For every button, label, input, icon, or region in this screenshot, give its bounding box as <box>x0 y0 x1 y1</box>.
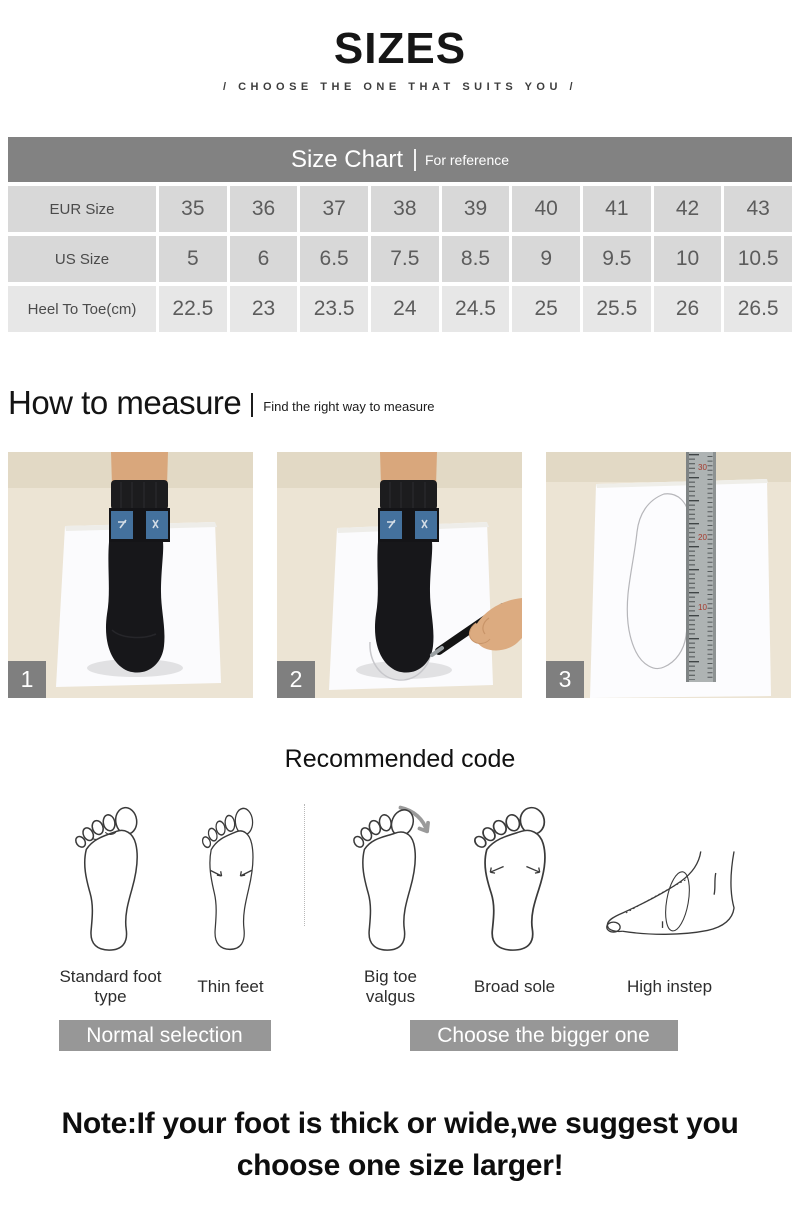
table-cell: 38 <box>371 186 439 232</box>
size-note-line2: choose one size larger! <box>236 1148 564 1182</box>
ruler-number-30: 30 <box>698 463 707 473</box>
how-to-measure-subtitle: Find the right way to measure <box>263 398 435 414</box>
size-note <box>0 1103 800 1186</box>
table-cell: 9 <box>512 236 580 282</box>
step-number-badge: 1 <box>8 661 46 698</box>
group-choose-bigger <box>339 800 749 1051</box>
table-cell: 26.5 <box>724 286 792 332</box>
big-toe-valgus-icon <box>339 800 443 952</box>
dotted-divider <box>304 804 305 926</box>
step-photo-1 <box>8 452 253 698</box>
row-label: US Size <box>8 236 156 282</box>
table-cell: 7.5 <box>371 236 439 282</box>
group-normal-selection <box>52 800 278 1051</box>
foot-type-label: Big toe valgus <box>364 966 417 1007</box>
size-chart-header <box>8 137 792 182</box>
table-row-us <box>8 236 792 282</box>
divider <box>414 149 416 171</box>
table-cell: 37 <box>300 186 368 232</box>
choose-bigger-button: Choose the bigger one <box>410 1020 678 1051</box>
table-cell: 36 <box>230 186 298 232</box>
table-cell: 10 <box>654 236 722 282</box>
table-cell: 25 <box>512 286 580 332</box>
foot-type-thin <box>184 800 278 1008</box>
table-cell: 24.5 <box>442 286 510 332</box>
table-cell: 43 <box>724 186 792 232</box>
table-cell: 25.5 <box>583 286 651 332</box>
table-cell: 10.5 <box>724 236 792 282</box>
foot-type-high-instep <box>591 844 749 1008</box>
table-cell: 23 <box>230 286 298 332</box>
table-cell: 40 <box>512 186 580 232</box>
size-chart-note: For reference <box>425 151 510 168</box>
foot-type-broad <box>459 800 571 1008</box>
step-photo-2 <box>277 452 522 698</box>
thin-foot-icon <box>184 800 278 952</box>
table-cell: 24 <box>371 286 439 332</box>
size-chart-title: Size Chart <box>290 145 403 173</box>
table-cell: 42 <box>654 186 722 232</box>
high-instep-icon <box>591 844 749 952</box>
table-cell: 8.5 <box>442 236 510 282</box>
foot-type-valgus <box>339 800 443 1008</box>
row-label: EUR Size <box>8 186 156 232</box>
recommended-title: Recommended code <box>284 745 516 774</box>
size-chart <box>8 137 792 332</box>
table-cell: 23.5 <box>300 286 368 332</box>
ruler-number-10: 10 <box>698 603 707 613</box>
how-to-measure-header <box>8 384 792 422</box>
page-title: SIZES <box>333 24 467 73</box>
foot-type-label: Thin feet <box>197 976 264 996</box>
table-cell: 39 <box>442 186 510 232</box>
step-number-badge: 2 <box>277 661 315 698</box>
table-cell: 22.5 <box>159 286 227 332</box>
foot-type-label: Broad sole <box>473 976 556 996</box>
broad-sole-icon <box>459 800 571 952</box>
row-label: Heel To Toe(cm) <box>8 286 156 332</box>
page-subtitle: / CHOOSE THE ONE THAT SUITS YOU / <box>222 81 578 94</box>
table-cell: 26 <box>654 286 722 332</box>
size-note-line1: Note:If your foot is thick or wide,we suggest you <box>61 1107 739 1141</box>
divider <box>251 393 253 417</box>
table-cell: 35 <box>159 186 227 232</box>
ruler-number-20: 20 <box>698 533 707 543</box>
normal-selection-button: Normal selection <box>59 1020 271 1051</box>
page-header <box>0 0 800 93</box>
foot-type-label: Standard foot type <box>59 966 162 1007</box>
table-row-eur <box>8 186 792 232</box>
foot-type-label: High instep <box>626 976 713 996</box>
table-cell: 5 <box>159 236 227 282</box>
recommendation-groups <box>0 800 800 1051</box>
table-cell: 41 <box>583 186 651 232</box>
table-cell: 6 <box>230 236 298 282</box>
table-cell: 6.5 <box>300 236 368 282</box>
table-cell: 9.5 <box>583 236 651 282</box>
foot-type-standard <box>52 800 170 1008</box>
how-to-measure-title: How to measure <box>8 384 242 422</box>
table-row-heel-toe <box>8 286 792 332</box>
step-photo-3 <box>546 452 791 698</box>
standard-foot-icon <box>55 800 167 952</box>
step-number-badge: 3 <box>546 661 584 698</box>
measure-steps <box>8 452 792 698</box>
